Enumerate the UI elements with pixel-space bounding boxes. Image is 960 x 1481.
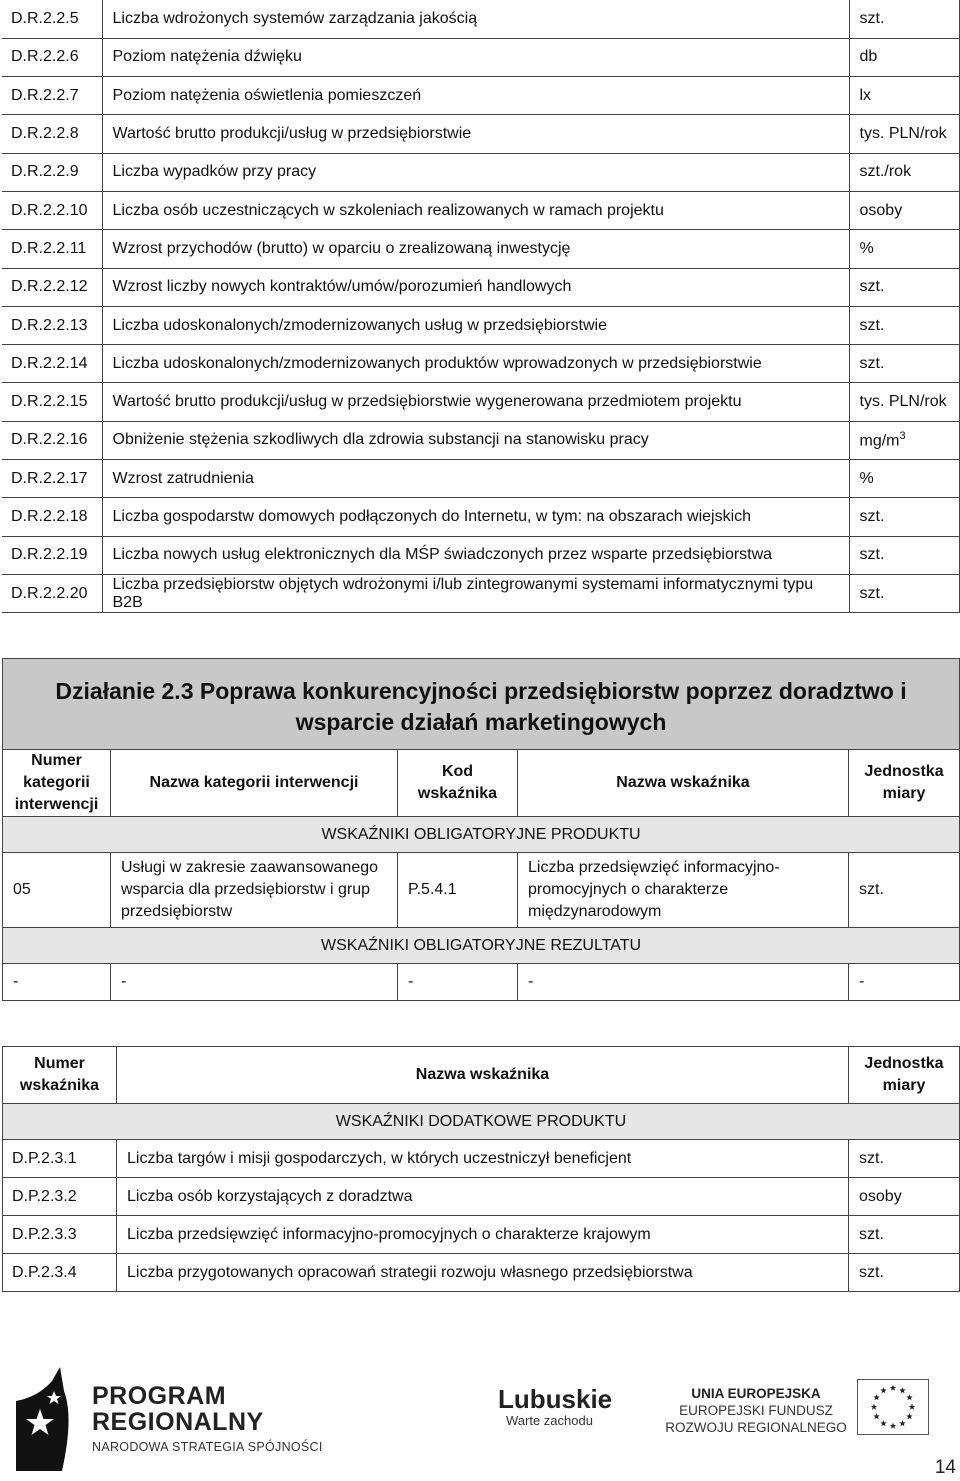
indicator-code: D.R.2.2.19 (2, 536, 102, 574)
indicator-unit: szt. (849, 1254, 960, 1292)
indicator-unit (849, 38, 959, 76)
indicator-name: Wartość brutto produkcji/usług w przedsiębiorstwie wygenerowana przedmiotem projektu (102, 383, 849, 421)
category-name: Usługi w zakresie zaawansowanego wsparcia dla przedsiębiorstw i grup przedsiębiorstw (111, 853, 398, 928)
eu-flag-icon (857, 1379, 929, 1435)
dash-cell: - (111, 964, 398, 1001)
header-category-number: Numer kategorii interwencji (3, 750, 111, 817)
indicator-unit (849, 115, 959, 153)
indicator-unit (849, 421, 959, 459)
indicator-name: Liczba udoskonalonych/zmodernizowanych produktów wprowadzonych w przedsiębiorstwie (102, 345, 849, 383)
indicator-unit (849, 191, 959, 229)
unit-text: % (859, 469, 874, 487)
indicator-unit (849, 268, 959, 306)
indicator-name: Liczba osób korzystających z doradztwa (117, 1178, 849, 1216)
dash-cell: - (518, 964, 849, 1001)
lubuskie-name: Lubuskie (498, 1384, 613, 1414)
unit-superscript: 3 (899, 430, 906, 443)
indicator-unit: szt. (849, 1140, 960, 1178)
indicator-name: Wzrost przychodów (brutto) w oparciu o zrealizowaną inwestycję (102, 230, 849, 268)
indicator-code: D.R.2.2.15 (2, 383, 102, 421)
table-row (3, 1140, 960, 1178)
indicator-unit (849, 383, 959, 421)
indicator-unit (849, 574, 959, 612)
eu-line1: UNIA EUROPEJSKA (691, 1386, 821, 1401)
unit-text: szt. (859, 278, 885, 296)
indicator-unit (849, 0, 959, 38)
indicator-unit (849, 536, 959, 574)
indicator-code: P.5.4.1 (398, 853, 518, 928)
unit-text: mg/m (859, 432, 900, 450)
footer-logos (0, 1355, 960, 1481)
page-number: 14 (934, 1457, 956, 1478)
rezultat-indicators-table (2, 0, 960, 613)
program-subtitle: NARODOWA STRATEGIA SPÓJNOŚCI (92, 1440, 323, 1454)
indicator-code: D.R.2.2.17 (2, 460, 102, 498)
lubuskie-tagline: Warte zachodu (506, 1413, 593, 1428)
indicator-name: Wzrost liczby nowych kontraktów/umów/porozumień handlowych (102, 268, 849, 306)
unit-text: szt. (859, 316, 885, 334)
indicator-code: D.P.2.3.3 (3, 1216, 117, 1254)
table-row (3, 1216, 960, 1254)
indicator-unit (849, 230, 959, 268)
table-row (3, 853, 960, 928)
table-row (2, 345, 959, 383)
table-row (3, 964, 960, 1001)
indicator-name: Liczba przedsięwzięć informacyjno-promocyjnych o charakterze międzynarodowym (518, 853, 849, 928)
indicator-unit: szt. (849, 853, 960, 928)
table-row (2, 38, 959, 76)
indicator-code: D.R.2.2.8 (2, 115, 102, 153)
indicator-code: D.R.2.2.20 (2, 574, 102, 612)
indicator-name: Poziom natężenia oświetlenia pomieszczeń (102, 77, 849, 115)
unit-text: tys. PLN/rok (859, 125, 947, 143)
unit-text: szt. (859, 508, 885, 525)
unit-text: szt. (859, 584, 885, 602)
dash-cell: - (3, 964, 111, 1001)
unit-text: lx (859, 86, 872, 104)
header-indicator-code: Kod wskaźnika (398, 750, 518, 817)
indicator-code: D.R.2.2.18 (2, 498, 102, 536)
unit-text: osoby (859, 201, 903, 219)
unit-text: szt. (859, 546, 885, 564)
dash-cell: - (849, 964, 960, 1001)
lubuskie-logo (498, 1385, 612, 1428)
indicator-name: Obniżenie stężenia szkodliwych dla zdrowia substancji na stanowisku pracy (102, 421, 849, 459)
table-row (3, 1254, 960, 1292)
table-row (2, 230, 959, 268)
header-category-name: Nazwa kategorii interwencji (111, 750, 398, 817)
table-row (3, 1178, 960, 1216)
header-indicator-number: Numer wskaźnika (3, 1047, 117, 1104)
indicator-name: Liczba przedsiębiorstw objętych wdrożonymi i/lub zintegrowanymi systemami informatycznymi typu B2B (102, 574, 849, 612)
table-row (2, 115, 959, 153)
category-number: 05 (3, 853, 111, 928)
header-indicator-name: Nazwa wskaźnika (117, 1047, 849, 1104)
indicator-name: Liczba targów i misji gospodarczych, w których uczestniczył beneficjent (117, 1140, 849, 1178)
unit-text: tys. PLN/rok (859, 393, 947, 411)
unit-text: szt. (859, 354, 885, 372)
indicator-code: D.R.2.2.9 (2, 153, 102, 191)
indicator-name: Liczba nowych usług elektronicznych dla MŚP świadczonych przez wsparte przedsiębiorstwa (102, 536, 849, 574)
table-row (2, 460, 959, 498)
program-regionalny-logo (92, 1383, 323, 1454)
table-row (2, 574, 959, 612)
indicator-name: Liczba wdrożonych systemów zarządzania jakością (102, 0, 849, 38)
indicator-code: D.R.2.2.7 (2, 77, 102, 115)
rezultat-indicators-body (2, 0, 959, 613)
dash-cell: - (398, 964, 518, 1001)
indicator-code: D.R.2.2.5 (2, 0, 102, 38)
indicator-name: Wartość brutto produkcji/usług w przedsiębiorstwie (102, 115, 849, 153)
indicator-unit (849, 306, 959, 344)
unit-text: % (859, 239, 874, 257)
action-2-3-table (2, 658, 960, 1001)
eu-line2: EUROPEJSKI FUNDUSZ (679, 1403, 833, 1418)
indicator-code: D.R.2.2.12 (2, 268, 102, 306)
table-row (2, 0, 959, 38)
indicator-unit (849, 345, 959, 383)
indicator-unit (849, 153, 959, 191)
header-indicator-name: Nazwa wskaźnika (518, 750, 849, 817)
indicator-name: Liczba wypadków przy pracy (102, 153, 849, 191)
eu-line3: ROZWOJU REGIONALNEGO (665, 1420, 847, 1435)
indicator-code: D.R.2.2.10 (2, 191, 102, 229)
unit-text: szt. (859, 9, 885, 27)
indicator-code: D.P.2.3.2 (3, 1178, 117, 1216)
indicator-name: Liczba gospodarstw domowych podłączonych do Internetu, w tym: na obszarach wiejskich (102, 498, 849, 536)
section-obligatory-result: WSKAŹNIKI OBLIGATORYJNE REZULTATU (3, 928, 960, 964)
indicator-code: D.R.2.2.6 (2, 38, 102, 76)
indicator-unit (849, 77, 959, 115)
indicator-code: D.P.2.3.1 (3, 1140, 117, 1178)
indicator-code: D.R.2.2.11 (2, 230, 102, 268)
table-row (2, 421, 959, 459)
table-row (2, 498, 959, 536)
indicator-name: Poziom natężenia dźwięku (102, 38, 849, 76)
table-row (2, 306, 959, 344)
indicator-unit (849, 460, 959, 498)
program-line2: REGIONALNY (92, 1408, 264, 1436)
additional-indicators-table (2, 1046, 960, 1292)
indicator-name: Liczba przedsięwzięć informacyjno-promocyjnych o charakterze krajowym (117, 1216, 849, 1254)
indicator-name: Wzrost zatrudnienia (102, 460, 849, 498)
table-row (2, 153, 959, 191)
indicator-unit: szt. (849, 1216, 960, 1254)
eu-fund-label (664, 1385, 848, 1436)
indicator-code: D.P.2.3.4 (3, 1254, 117, 1292)
header-unit: Jednostka miary (849, 750, 960, 817)
unit-text: szt./rok (859, 163, 912, 181)
unit-text: db (859, 48, 878, 66)
header-unit: Jednostka miary (849, 1047, 960, 1104)
indicator-unit (849, 498, 959, 536)
table-row (2, 77, 959, 115)
indicator-name: Liczba przygotowanych opracowań strategii rozwoju własnego przedsiębiorstwa (117, 1254, 849, 1292)
indicator-code: D.R.2.2.13 (2, 306, 102, 344)
indicator-code: D.R.2.2.14 (2, 345, 102, 383)
indicator-name: Liczba udoskonalonych/zmodernizowanych usług w przedsiębiorstwie (102, 306, 849, 344)
action-title: Działanie 2.3 Poprawa konkurencyjności przedsiębiorstw poprzez doradztwo i wsparcie działań marketingowych (3, 659, 960, 750)
indicator-name: Liczba osób uczestniczących w szkoleniach realizowanych w ramach projektu (102, 191, 849, 229)
table-row (2, 536, 959, 574)
section-additional-product: WSKAŹNIKI DODATKOWE PRODUKTU (3, 1104, 960, 1140)
indicator-code: D.R.2.2.16 (2, 421, 102, 459)
indicator-unit: osoby (849, 1178, 960, 1216)
additional-indicators-body (3, 1047, 960, 1292)
program-regionalny-star-icon (10, 1361, 80, 1471)
program-line1: PROGRAM (92, 1382, 227, 1410)
table-row (2, 268, 959, 306)
section-obligatory-product: WSKAŹNIKI OBLIGATORYJNE PRODUKTU (3, 817, 960, 853)
table-row (2, 191, 959, 229)
table-row (2, 383, 959, 421)
